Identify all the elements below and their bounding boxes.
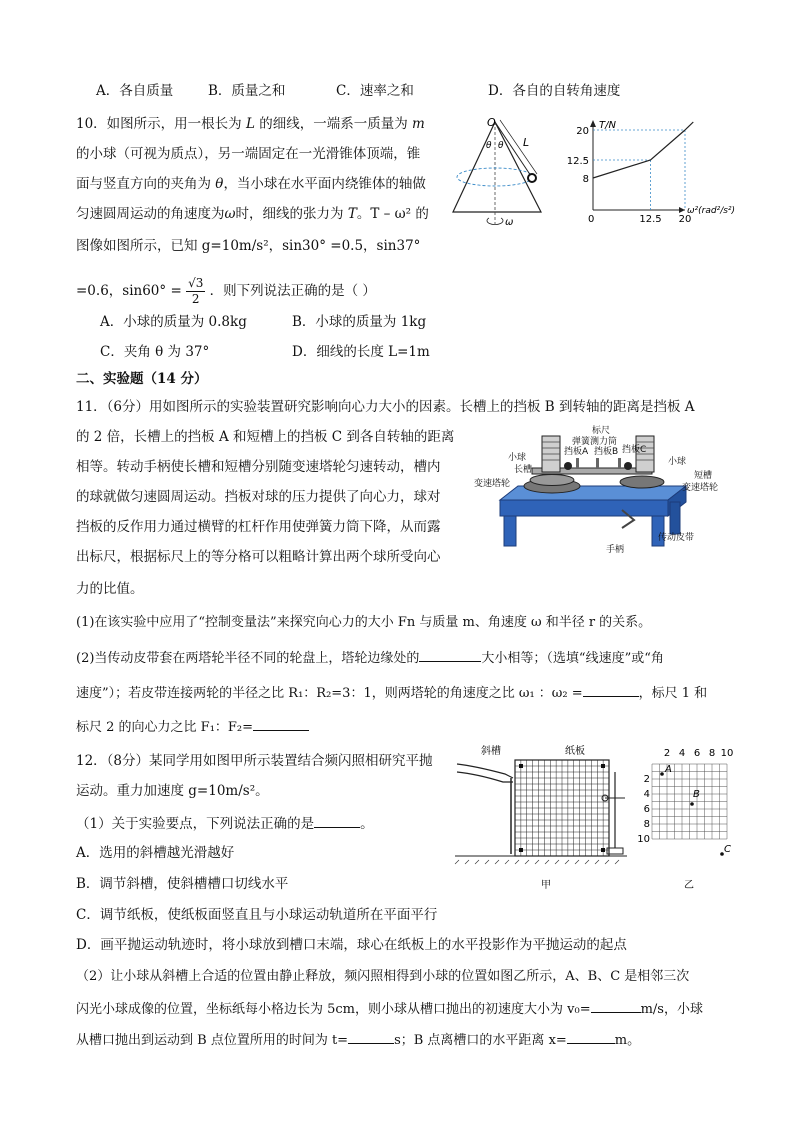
q11-sub-2: (2)当传动皮带套在两塔轮半径不同的轮盘上，塔轮边缘处的 大小相等；（选填“线速度”或“角: [76, 648, 664, 668]
blank-v0[interactable]: [591, 999, 641, 1013]
x-ticks: [664, 748, 734, 759]
q12-sub-2-line-3: 从槽口抛出到运动到 B 点位置所用的时间为 t= s；B 点离槽口的水平距离 x= m。: [76, 1030, 640, 1050]
y-tick: 8: [643, 819, 650, 830]
q11-line-7: 力的比值。: [76, 581, 144, 597]
q9-option-a: A．各自质量: [96, 83, 174, 99]
pulley-left-top: [530, 475, 574, 486]
sqrt3: √3: [188, 276, 204, 290]
blank-q12-1[interactable]: [314, 814, 360, 828]
x-tick-12-5: 12.5: [639, 214, 662, 225]
label-a: A: [665, 764, 672, 775]
ball: [528, 174, 536, 182]
ball-right: [624, 462, 632, 470]
y-tick: 2: [643, 774, 650, 785]
label-bianshu-right: 变速塔轮: [682, 483, 719, 493]
q10-line-6: =0.6，sin60° = $\frac{√3}{2}$ ．则下列说法正确的是（ ）: [76, 276, 376, 306]
label-theta-1: θ: [486, 141, 492, 151]
label-dangban-a: 挡板A: [564, 447, 589, 457]
base-front: [500, 500, 668, 516]
caption-jia: 甲: [541, 880, 551, 891]
y-tick-12-5: 12.5: [566, 156, 589, 167]
q12-sub-2-line-2: 闪光小球成像的位置，坐标纸每小格边长为 5cm，则小球从槽口抛出的初速度大小为 v₀= m/s，小球: [76, 999, 703, 1019]
q11-sub-1: (1)在该实验中应用了“控制变量法”来探究向心力的大小 Fn 与质量 m、角速度 ω 和半径 r 的关系。: [76, 615, 652, 630]
pulley-right: [620, 476, 664, 488]
x-tick-20: 20: [678, 214, 692, 225]
label-xiaoqiu-1: 小球: [508, 453, 527, 463]
slope-track: [457, 764, 513, 778]
point-b: [690, 802, 694, 806]
data-line: [593, 130, 685, 178]
centripetal-apparatus: [472, 424, 734, 556]
q11-line-6: 出标尺，根据标尺上的等分格可以粗略计算出两个球所受向心: [76, 549, 441, 565]
q10-option-c: C．夹角 θ 为 37°: [100, 344, 210, 360]
label-L: L: [523, 136, 530, 149]
blank-linear-speed[interactable]: [419, 648, 481, 662]
q10-option-a: A．小球的质量为 0.8kg: [100, 314, 247, 330]
baffle-c: [618, 458, 621, 468]
label-xiecao: 斜槽: [481, 746, 501, 757]
denominator: 2: [191, 292, 200, 306]
length-marker: [500, 120, 537, 174]
q11-sub-4: 标尺 2 的向心力之比 F₁：F₂=: [76, 717, 309, 737]
figure-jia: [455, 742, 630, 892]
label-zhiban: 纸板: [565, 746, 585, 757]
caption-yi: 乙: [684, 880, 694, 891]
q9-option-d: D．各自的自转角速度: [488, 83, 621, 99]
section-2-title: 二、实验题（14 分）: [76, 371, 208, 387]
label-biaochi: 标尺: [592, 426, 611, 436]
blank-force-ratio[interactable]: [253, 717, 309, 731]
label-O: O: [487, 116, 496, 129]
y-axis-label: T/N: [599, 120, 616, 131]
y-axis-arrow: [590, 120, 596, 127]
q10-line-2: 的小球（可视为质点），另一端固定在一光滑锥体顶端，锥: [76, 146, 421, 162]
label-shoubing: 手柄: [606, 545, 625, 555]
label-c: C: [724, 844, 731, 855]
x-tick: 6: [693, 748, 701, 759]
label-b: B: [693, 789, 700, 800]
leg-back: [670, 502, 680, 534]
baffle-a: [576, 458, 579, 468]
x-tick: 4: [678, 748, 686, 759]
blank-t[interactable]: [348, 1030, 394, 1044]
q12-sub-2-line-1: （2）让小球从斜槽上合适的位置由静止释放，频闪照相得到小球的位置如图乙所示，A、B、C 是相邻三次: [76, 969, 690, 984]
baffle-b: [596, 458, 599, 468]
data-line-extension: [685, 122, 693, 130]
q11-line-3: 相等。转动手柄使长槽和短槽分别随变速塔轮匀速转动，槽内: [76, 459, 441, 475]
q12-option-c: C．调节纸板，使纸板面竖直且与小球运动轨道所在平面平行: [76, 907, 438, 923]
q10-line-1: 10．如图所示，用一根长为 L 的细线，一端系一质量为 m: [76, 116, 425, 132]
q12-option-b: B．调节斜槽，使斜槽槽口切线水平: [76, 876, 289, 892]
q12-sub-1: （1）关于实验要点，下列说法正确的是 。: [76, 816, 374, 832]
leg-left: [504, 516, 516, 546]
q11-line-2: 的 2 倍，长槽上的挡板 A 和短槽上的挡板 C 到各自转轴的距离: [76, 429, 455, 445]
label-omega: ω: [505, 217, 514, 228]
blank-omega-ratio[interactable]: [583, 683, 639, 697]
y-tick: 6: [643, 804, 650, 815]
x-tick: 10: [720, 748, 734, 759]
label-dangban-c: 挡板C: [622, 445, 647, 455]
x-axis-arrow: [679, 207, 685, 213]
y-tick-20: 20: [576, 126, 589, 137]
q12-line-2: 运动。重力加速度 g=10m/s²。: [76, 783, 269, 799]
q9-option-c: C．速率之和: [336, 83, 414, 99]
x-tick-0: 0: [588, 214, 595, 225]
label-changcao: 长槽: [514, 465, 533, 475]
q12-option-d: D．画平抛运动轨迹时，将小球放到槽口末端，球心在纸板上的水平投影作为平抛运动的起点: [76, 937, 627, 953]
y-tick: 10: [637, 834, 650, 845]
x-axis-label: ω²(rad²/s²): [687, 206, 736, 216]
x-tick: 8: [708, 748, 716, 759]
point-a: [660, 772, 664, 776]
label-dangban-b: 挡板B: [594, 447, 619, 457]
x-tick: 2: [663, 748, 671, 759]
ball-left: [564, 462, 572, 470]
label-theta-2: θ: [498, 141, 504, 151]
q10-line-4: 匀速圆周运动的角速度为ω时，细线的张力为 T。T – ω² 的: [76, 206, 429, 222]
blank-x[interactable]: [567, 1030, 615, 1044]
y-tick: 4: [643, 789, 650, 800]
q11-line-5: 挡板的反作用力通过横臂的杠杆作用使弹簧力筒下降，从而露: [76, 519, 441, 535]
q10-option-d: D．细线的长度 L=1m: [292, 344, 430, 360]
q11-sub-3: 速度”）；若皮带连接两轮的半径之比 R₁：R₂=3：1，则两塔轮的角速度之比 ω₁ ：ω₂ = ，标尺 1 和: [76, 683, 707, 703]
t-omega-graph: [555, 112, 745, 224]
label-duancao: 短槽: [694, 471, 713, 481]
q12-line-1: 12．（8分）某同学用如图甲所示装置结合频闪照相研究平抛: [76, 753, 433, 769]
q10-line-5: 图像如图所示，已知 g=10m/s²，sin30° =0.5，sin37°: [76, 238, 421, 254]
q12-option-a: A．选用的斜槽越光滑越好: [76, 845, 235, 861]
q11-line-4: 的球就做匀速圆周运动。挡板对球的压力提供了向心力，球对: [76, 489, 441, 505]
cone-figure: [445, 112, 570, 232]
y-ticks: [637, 774, 650, 845]
label-tanhuang: 弹簧测力筒: [572, 437, 618, 447]
label-bianshu-left: 变速塔轮: [474, 479, 511, 489]
label-xiaoqiu-2: 小球: [668, 457, 687, 467]
figure-yi: [637, 742, 750, 892]
q11-line-1: 11．（6分）用如图所示的实验装置研究影响向心力大小的因素。长槽上的挡板 B 到转轴的距离是挡板 A: [76, 399, 695, 415]
q10-line-3: 面与竖直方向的夹角为 θ，当小球在水平面内绕锥体的轴做: [76, 176, 426, 192]
q10-option-b: B．小球的质量为 1kg: [292, 314, 427, 330]
label-pidai: 传动皮带: [658, 533, 695, 543]
y-tick-8: 8: [582, 174, 589, 185]
q9-option-b: B．质量之和: [208, 83, 286, 99]
